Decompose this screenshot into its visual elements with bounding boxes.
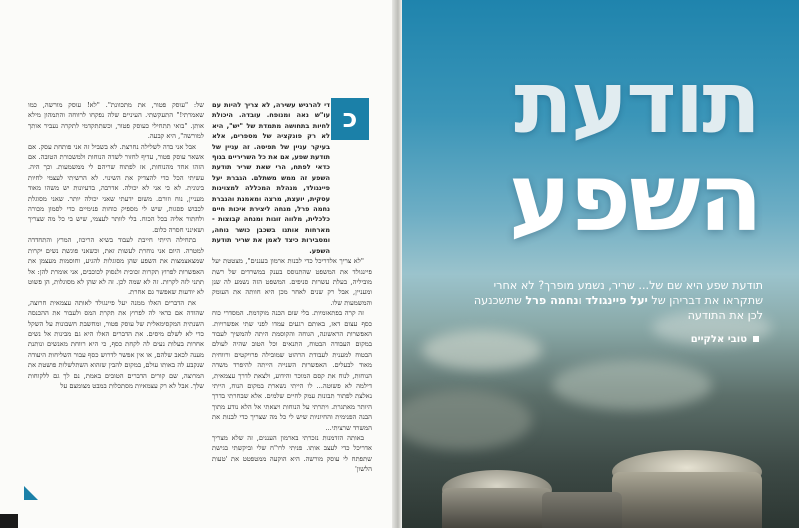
bokeh-light bbox=[422, 330, 542, 370]
continue-arrow-icon bbox=[24, 486, 38, 500]
coin-stack bbox=[612, 472, 762, 528]
body-paragraph: זה קרה בפתאומיות. בלי שום הכנה מוקדמת. המסדרי כוח כסף עצום דאז, באותם רגעים עמדו לפני שתי אפשרויות. האפשרות הראשונה, הגוחה והקוסמת היתה להמשיך לעבוד במקום העבודה הבטוח, התנאים וכל הטוב שהיה לעולם הבטוח למענית לעבודת הרהוט שמובילה פרויקטים ורווחית מאוד לבעלים. האפשרות השנייה הייתה להיפרד משדה הנוחות, לנוח את קסם המוכר והידוע, ולצאת לדרך עצמאית, דילמה לא פשוטה... לו הייתי נשארת במקום הנוח, הייתי נאלצת לפתור תבונות עמק לחיים שלמים. אלא שבחרתי בדרך היותר מאתגרת. ויתרתי על הנוחות ויצאתי אל הלא נודע מתוך הבנה הפנימית והחיוניות שיש לי כל מה שצריך כדי לבנות את המשרד שרציתי... bbox=[212, 309, 372, 432]
article-title-line2: השפע bbox=[508, 144, 761, 253]
article-subtitle: תודעת שפע היא שם של... שריר, נשמע מופרך? לא אחרי שתקראו את דבריהן של יעל פיינגולד ונחמה פרל שתשכנעה לכן את התודעה bbox=[473, 279, 763, 322]
coin-stack bbox=[442, 488, 552, 528]
lead-text: די להרגיש עשירה, לא צריך להיות עם עו"ש נאה ומנופח. עובדה. היכולת לחיות בתחושה מתמדת של "יש", היא לא רק פונקציה של מספרים, אלא בעיקר עניין של תפיסה. זה עניין של תודעת שפע, אם את כל השריריים בגוף כדאי לפתח, הרי שאת שריר תודעת השפע זה ממש משתלם. הגברת יעל פיינגולד, מנהלת המכללה למצוינות עסקית, יועצת, מרצה ומאמנת והגברת נחמה פרל, מנחה ליצירת איכות חיים כלכלית, מלווה זוגות ומנחה קבוצות - מארחות אותנו בשכבן כושר נוחה, ומסבירות כיצד לאמן את שריר תודעת השפע. bbox=[212, 101, 330, 255]
bokeh-light bbox=[552, 360, 712, 410]
bullet-square-icon bbox=[753, 336, 759, 342]
text-column-left bbox=[28, 100, 204, 391]
page-gutter bbox=[392, 0, 402, 528]
text-page bbox=[0, 0, 397, 528]
lead-paragraph bbox=[212, 100, 372, 256]
body-paragraph: אבל אני בדה לשלילה נחרצת. לא בשביל זה אני פותחת עסק. אם אשאר עוסק פטור, עדיף לחזור לשדה הנוחות ולמשכורת הטובה. אם הזהו אחד מהנוחות, אז לפתוח שריהם לי ממשמעות. וכך היה. עשיתי הכל כדי להצדיק את השינוי. לא הרשיתי לעצמי לחיות בינונית. לא כי אני לא יכולה. אדרבה, בדעיונות יש משהו מאוד מעניין, נוח וזורם. משום ידעתי שאני יכולה יותר. שאני מסוגלת לכבוש פסגות, שיש לי מספיק כוחות פנימיים כדי לסמון מכורה ולחתור אליה בכל הכוח. בלי לוותר לעצמי, שיש בי כל מה שצריך ושאינני חסרה כלום. bbox=[28, 142, 204, 234]
cover-photo bbox=[402, 0, 799, 528]
body-paragraph: בתחילה הייתי חייבת לעבוד בשיא הריכוז, המרץ והתחדדה למטרה. היום אני נוחרת לעשות זאת, וכשאני פוגשת נשים יקרות שמצאצמצות את השפע שהן מסוגלות להגיע, וחוסמות מעצמן את האפשרות לפרוץ תקרות זכוכית ולנסוק לכוכבים, אני אומרת להן: אל תתני לזה לקרות. זה לא שמה לכן. זה לא שהן לא מסוגלות, הן פשוט לא יודעות שאפשר גם אחרת. bbox=[28, 236, 204, 297]
dropcap: כ bbox=[331, 98, 369, 140]
article-title-line1: תודעת bbox=[514, 53, 759, 153]
body-paragraph: באותה הזדמנות נזכרתי בארמון העננים, זה שלא מצריך אדריכל כדי לעצב אותו. פניתי לרו"ח שלי וביקשתי בגישת שתפתח לי עוסק מורשה. היא הוקעה ממטפטט את 'טעות הלשון' bbox=[212, 434, 372, 474]
text-column-right bbox=[212, 100, 372, 475]
body-paragraph: "לא צריך אלדריכל כדי לבנות ארמון בעננים", מצטטת יעל פיינגולד את המשפט שהתנוסס בענק במשרדים של רשת מוביליה, בעלת עשרות סניפים. המשפט הזה נשמע לה שנן ומעניין, אבל רק שנים לאחר מכן היא חוותה את העומק והמשמעות שלו. bbox=[212, 257, 372, 307]
body-paragraph: של: "עוסק פטור, את מתכוונת". "לא! עוסק מורשה, כמו שאמרתי!" התעקשתי. העיניים שלה נפקחו לרווחה והתמהון מילא אותן. "בואי תתחילי כעוסק פטור, וכשתתקדמי לתקרה נעביר אותך למורשה", היא קבעה. bbox=[28, 101, 204, 141]
author-name: טובי אלקיים bbox=[690, 334, 747, 345]
bokeh-light bbox=[402, 390, 532, 450]
body-paragraph: את הדברים האלו ממנה יעל פיינגולד לאותה עצמאית חרוצה, שהודה אם כדאי לה לפרוץ את תקרת המס ולעבור את ההכנסה השנתית המקסימאלית של עוסק פטור, ומחשבת חשבונות על השקל כדי לא לשלם מיסים. את הדברים האלו היא גם מבינות אל נשים אחרות בעלות נעים לה לקחת כסף, כי היא רווחת מאנשים ונותנת מענה לכאב שלהם, או אין אפשר לדרוש כסף עבור השליחות היעודה שנקבע לה באותו עולם, במקום להבין שזהוא השתלשלות פושטת את המרוצה, שם קורים הדברים הטובים באמת, נם לך גם ללקוחות שלך. אבל לא רק עצמאיות מסתכלות במבט מצומצם על bbox=[28, 298, 204, 390]
coin-stack bbox=[542, 492, 622, 528]
page-corner-bar bbox=[0, 514, 18, 528]
byline bbox=[691, 334, 759, 345]
